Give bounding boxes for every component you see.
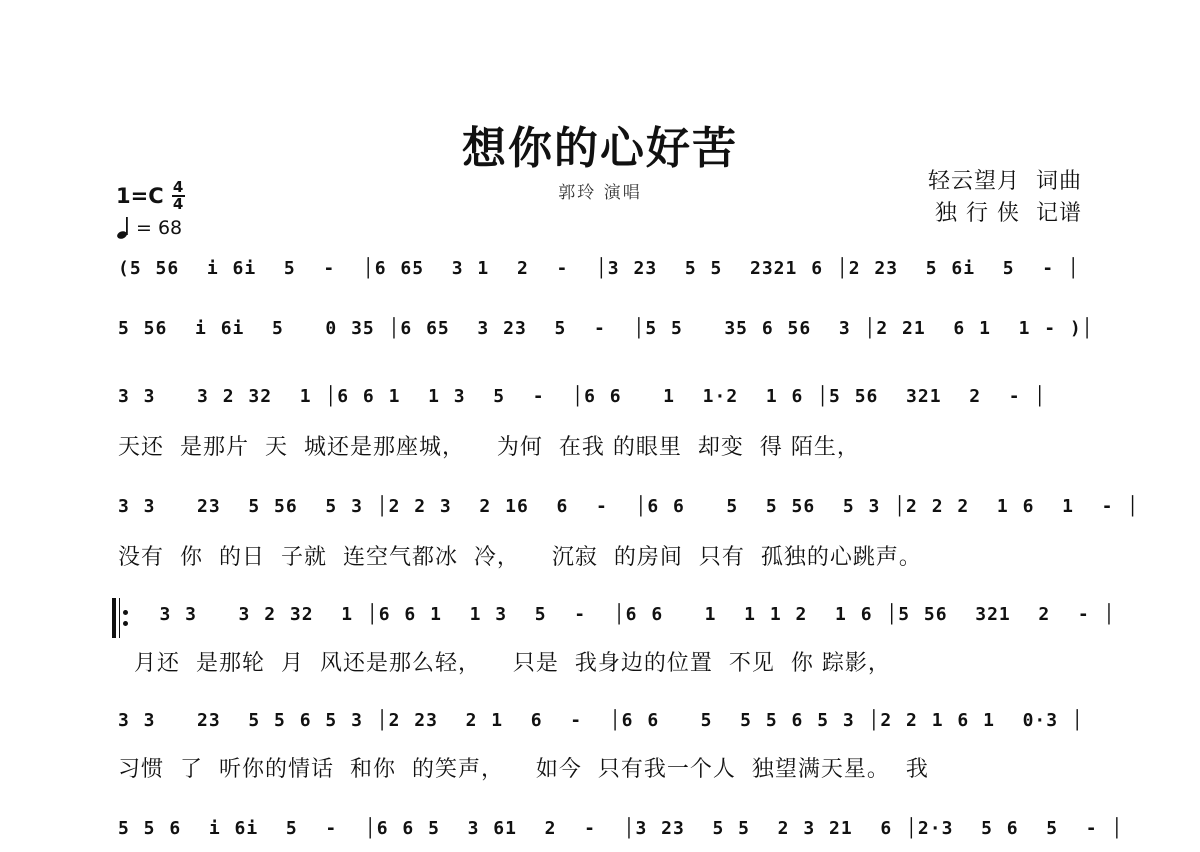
notation-line: 3 3 23 5 56 5 3 │2 2 3 2 16 6 - │6 6 5 5 56 5 3 │2 2 2 1 6 1 - │	[118, 496, 1140, 517]
music-system-1	[112, 252, 1092, 292]
tempo-value: = 68	[136, 217, 183, 239]
music-system-3	[112, 380, 1092, 420]
music-system-7	[112, 812, 1124, 852]
notation-line: 3 3 3 2 32 1 │6 6 1 1 3 5 - │6 6 1 1 1 2 1 6 │5 56 321 2 - │	[118, 604, 1116, 625]
time-numerator: 4	[172, 178, 184, 196]
key-label: 1=C	[116, 184, 164, 208]
repeat-thick-line	[112, 598, 116, 638]
music-system-6	[112, 704, 1092, 744]
lyrics-line-4: 习惯 了 听你的情话 和你 的笑声， 如今 只有我一个人 独望满天星。 我	[118, 757, 929, 782]
time-signature	[172, 180, 185, 212]
credit-notation: 独 行 侠 记谱	[935, 201, 1082, 226]
notation-line: 5 56 i 6i 5 0 35 │6 65 3 23 5 - │5 5 35 6 56 3 │2 21 6 1 1 - )│	[118, 318, 1094, 339]
lyrics-line-3: 月还 是那轮 月 风还是那么轻， 只是 我身边的位置 不见 你 踪影，	[118, 651, 891, 676]
notation-line: (5 56 i 6i 5 - │6 65 3 1 2 - │3 23 5 5 2321 6 │2 23 5 6i 5 - │	[118, 258, 1080, 279]
music-system-5	[112, 598, 1116, 638]
lyrics-line-1: 天还 是那片 天 城还是那座城， 为何 在我 的眼里 却变 得 陌生，	[118, 435, 860, 460]
performer-line: 郭玲 演唱	[558, 183, 642, 203]
time-denominator: 4	[172, 195, 184, 213]
notation-line: 3 3 3 2 32 1 │6 6 1 1 3 5 - │6 6 1 1·2 1 6 │5 56 321 2 - │	[118, 386, 1047, 407]
notation-line: 5 5 6 i 6i 5 - │6 6 5 3 61 2 - │3 23 5 5 2 3 21 6 │2·3 5 6 5 - │	[118, 818, 1124, 839]
lyrics-line-2: 没有 你 的日 子就 连空气都冰 冷， 沉寂 的房间 只有 孤独的心跳声。	[118, 545, 922, 570]
key-signature	[116, 180, 185, 212]
notation-line: 3 3 23 5 5 6 5 3 │2 23 2 1 6 - │6 6 5 5 5 6 5 3 │2 2 1 6 1 0·3 │	[118, 710, 1084, 731]
quarter-note-icon	[116, 216, 134, 240]
tempo-marking	[116, 216, 182, 240]
music-system-4	[112, 490, 1140, 530]
song-title: 想你的心好苦	[462, 123, 738, 174]
music-system-2	[112, 312, 1092, 352]
credit-lyrics-music: 轻云望月 词曲	[928, 169, 1082, 194]
